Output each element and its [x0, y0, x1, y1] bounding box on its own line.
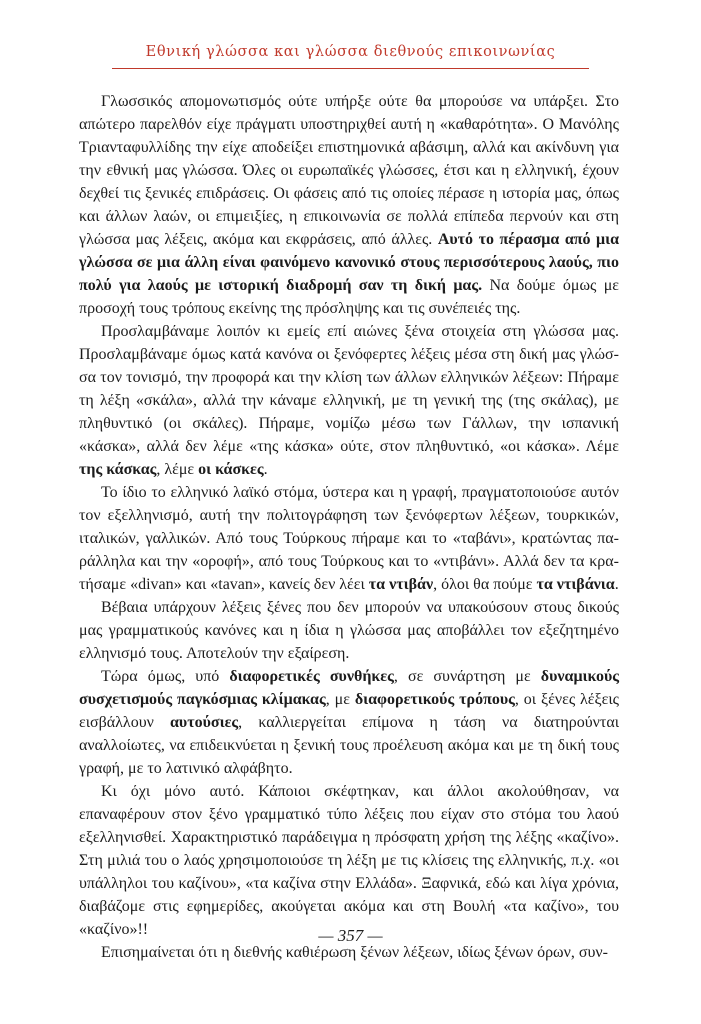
- page-number: — 357 —: [318, 926, 383, 945]
- paragraph: [79, 320, 619, 481]
- text-run: Γλωσσικός απομονωτισμός ούτε υπήρξε ούτε θα μπορούσε να υπάρξει. Στο απώτερο παρελθόν είχε πράγματι υποστηριχθεί αυτή η «καθαρότητα». Ο Μανόλης Τριανταφυλλίδης την είχε αποδείξει επιστημονικά αβάσιμη, αλλά και ακίνδυνη για την εθνική μας γλώσσα. Όλες οι ευρωπαϊκές γλώσσες, έτσι και η ελληνική, έχουν δεχθεί τις ξενικές επιδράσεις. Οι φάσεις από τις οποίες πέρασε η ιστορία μας, όπως και άλλων λαών, οι επιμειξίες, η επικοινωνία σε πολλά επίπεδα περνούν και στη γλώσσα μας λέξεις, ακόμα και εκφράσεις, από άλλες.: [79, 93, 619, 248]
- text-run: .: [614, 576, 619, 593]
- bold-text: τα ντιβάν: [368, 576, 434, 593]
- text-run: , με: [325, 691, 355, 708]
- text-run: .: [263, 461, 268, 478]
- bold-text: διαφορετικές συνθήκες: [229, 668, 394, 685]
- paragraph: [79, 481, 619, 596]
- running-header: Εθνική γλώσσα και γλώσσα διεθνούς επικοινωνίας: [145, 44, 556, 60]
- paragraph: [79, 780, 619, 941]
- bold-text: τα ντιβάνια: [536, 576, 615, 593]
- header-rule: [112, 68, 589, 69]
- text-run: , όλοι θα πούμε: [433, 576, 537, 593]
- bold-text: διαφορετικούς τρόπους: [354, 691, 515, 708]
- bold-text: Αυτό το πέρασμα από μια γλώσσα σε μια άλλη είναι φαινόμενο κανονικό στους περισσότερους λαούς, πιο πολύ για λαούς με ιστορική διαδρομή σαν τη δική μας.: [79, 231, 619, 294]
- text-run: Επισημαίνεται ότι η διεθνής καθιέρωση ξένων λέξεων, ιδίως ξένων όρων, συν-: [101, 944, 608, 961]
- body-text: [79, 90, 619, 964]
- paragraph: [79, 90, 619, 320]
- text-run: Βέβαια υπάρχουν λέξεις ξένες που δεν μπορούν να υπακούσουν στους δικούς μας γραμματικούς κανόνες και η ίδια η γλώσσα μας αποβάλλει τον εξεζητημένο ελληνισμό τους. Αποτελούν την εξαίρεση.: [79, 599, 619, 662]
- text-run: Τώρα όμως, υπό: [101, 668, 230, 685]
- bold-text: της κάσκας: [79, 461, 157, 478]
- paragraph: [79, 665, 619, 780]
- bold-text: δυναμικούς συσχετισμούς παγκόσμιας κλίμακας: [79, 668, 619, 708]
- text-run: Κι όχι μόνο αυτό. Κάποιοι σκέφτηκαν, και άλλοι ακολούθησαν, να επαναφέρουν στον ξένο γραμματικό τύπο λέξεις που είχαν στο στόμα του λαού εξελληνισθεί. Χαρακτηριστικό παράδειγμα η πρόσφατη χρήση της λέξης «καζίνο». Στη μιλιά του ο λαός χρησιμοποιούσε τη λέξη με τις κλίσεις της ελληνικής, π.χ. «οι υπάλληλοι του καζίνου», «τα καζίνα στην Ελλάδα». Ξαφνικά, εδώ και λίγα χρόνια, διαβάζομε στις εφημερίδες, ακούγεται ακόμα και στη Βουλή «τα καζίνο», του «καζίνο»!!: [79, 783, 619, 938]
- paragraph: [79, 596, 619, 665]
- text-run: Προσλαμβάναμε λοιπόν κι εμείς επί αιώνες ξένα στοιχεία στη γλώσσα μας. Προσλαμβάναμε όμως κατά κανόνα οι ξενόφερτες λέξεις μέσα στη δική μας γλώσσα τον τονισμό, την προφορά και την κλίση των άλλων ελληνικών λέξεων: Πήραμε τη λέξη «σκάλα», αλλά την κάναμε ελληνική, με τη γενική της (της σκάλας), με πληθυντικό (οι σκάλες). Πήραμε, νομίζω μέσω των Γάλλων, την ισπανική «κάσκα», αλλά δεν λέμε «της κάσκα» ούτε, στον πληθυντικό, «οι κάσκα». Λέμε: [79, 323, 619, 455]
- text-run: , σε συνάρτηση με: [393, 668, 541, 685]
- text-run: , λέμε: [156, 461, 199, 478]
- bold-text: οι κάσκες: [198, 461, 264, 478]
- text-run: Το ίδιο το ελληνικό λαϊκό στόμα, ύστερα και η γραφή, πραγματοποιούσε αυτόν τον εξελληνισμό, αυτή την πολιτογράφηση των ξενόφερτων λέξεων, τουρκικών, ιταλικών, γαλλικών. Από τους Τούρκους πήραμε και το «ταβάνι», κρατώντας παράλληλα και την «οροφή», από τους Τούρκους και το «ντιβάνι». Αλλά δεν τα κρατήσαμε «divan» και «tavan», κανείς δεν λέει: [79, 484, 619, 593]
- text-run: , καλλιεργείται επίμονα η τάση να διατηρούνται αναλλοίωτες, να επιδεικνύεται η ξενική τους προέλευση ακόμα και με τη δική τους γραφή, με το λατινικό αλφάβητο.: [79, 714, 620, 777]
- text-run: , οι ξένες λέξεις εισβάλλουν: [79, 691, 620, 731]
- bold-text: αυτούσιες: [170, 714, 239, 731]
- text-run: Να δούμε όμως με προσοχή τους τρόπους εκείνης της πρόσληψης και τις συνέπειές της.: [79, 277, 619, 317]
